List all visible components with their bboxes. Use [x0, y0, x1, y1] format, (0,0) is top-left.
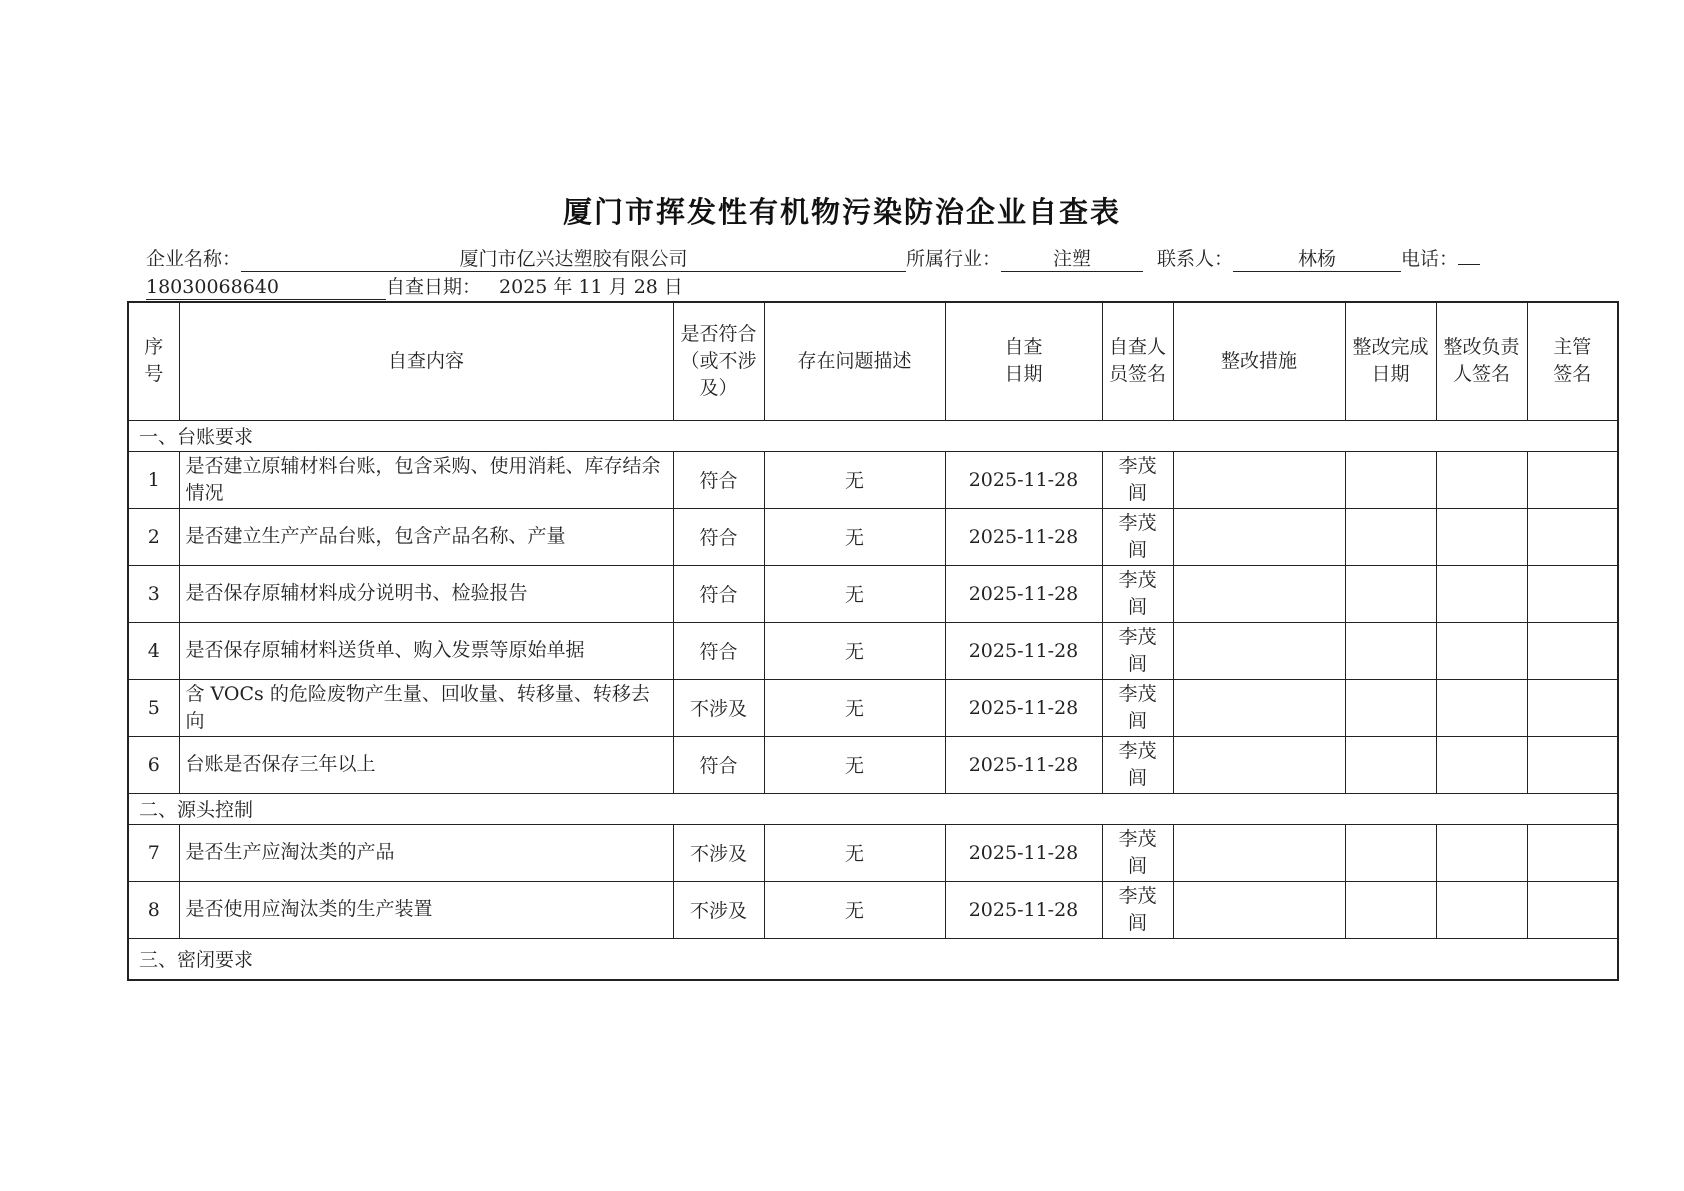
- cell-supervisor: [1527, 736, 1618, 793]
- header-finish-date: 整改完成日期: [1345, 302, 1436, 420]
- cell-supervisor: [1527, 451, 1618, 508]
- cell-measures: [1173, 881, 1345, 938]
- cell-date: 2025-11-28: [945, 565, 1102, 622]
- cell-measures: [1173, 451, 1345, 508]
- cell-supervisor: [1527, 508, 1618, 565]
- header-responsible: 整改负责人签名: [1436, 302, 1527, 420]
- cell-date: 2025-11-28: [945, 881, 1102, 938]
- cell-content: 是否保存原辅材料送货单、购入发票等原始单据: [179, 622, 673, 679]
- header-supervisor: 主管签名: [1527, 302, 1618, 420]
- cell-date: 2025-11-28: [945, 508, 1102, 565]
- phone-underline-tail: [1458, 264, 1480, 265]
- cell-content: 是否保存原辅材料成分说明书、检验报告: [179, 565, 673, 622]
- cell-problem: 无: [764, 565, 945, 622]
- cell-responsible: [1436, 881, 1527, 938]
- cell-finish-date: [1345, 565, 1436, 622]
- cell-problem: 无: [764, 824, 945, 881]
- cell-inspector: 李茂闾: [1102, 508, 1173, 565]
- cell-measures: [1173, 736, 1345, 793]
- cell-date: 2025-11-28: [945, 679, 1102, 736]
- cell-compliance: 符合: [673, 565, 764, 622]
- cell-responsible: [1436, 622, 1527, 679]
- header-content: 自查内容: [179, 302, 673, 420]
- cell-supervisor: [1527, 824, 1618, 881]
- cell-responsible: [1436, 508, 1527, 565]
- cell-seq: 8: [128, 881, 179, 938]
- date-info-line: [146, 275, 683, 300]
- cell-responsible: [1436, 736, 1527, 793]
- section-row: [128, 938, 1618, 980]
- cell-compliance: 符合: [673, 451, 764, 508]
- page-title: 厦门市挥发性有机物污染防治企业自查表: [562, 195, 1121, 229]
- section-row: [128, 420, 1618, 451]
- table-row: [128, 736, 1618, 793]
- header-problem: 存在问题描述: [764, 302, 945, 420]
- cell-seq: 3: [128, 565, 179, 622]
- cell-finish-date: [1345, 622, 1436, 679]
- industry-label: 所属行业：: [906, 248, 1002, 270]
- industry-value: 注塑: [1001, 247, 1143, 272]
- cell-supervisor: [1527, 881, 1618, 938]
- cell-inspector: 李茂闾: [1102, 824, 1173, 881]
- cell-measures: [1173, 824, 1345, 881]
- cell-problem: 无: [764, 881, 945, 938]
- table-row: [128, 622, 1618, 679]
- cell-finish-date: [1345, 508, 1436, 565]
- cell-date: 2025-11-28: [945, 622, 1102, 679]
- cell-date: 2025-11-28: [945, 736, 1102, 793]
- cell-compliance: 不涉及: [673, 881, 764, 938]
- section-title: 二、源头控制: [128, 793, 1618, 824]
- cell-responsible: [1436, 451, 1527, 508]
- cell-problem: 无: [764, 622, 945, 679]
- cell-finish-date: [1345, 679, 1436, 736]
- cell-finish-date: [1345, 736, 1436, 793]
- cell-problem: 无: [764, 451, 945, 508]
- cell-seq: 5: [128, 679, 179, 736]
- header-compliance: 是否符合（或不涉及）: [673, 302, 764, 420]
- cell-supervisor: [1527, 565, 1618, 622]
- cell-responsible: [1436, 565, 1527, 622]
- cell-compliance: 符合: [673, 508, 764, 565]
- self-check-table: [127, 301, 1619, 981]
- cell-measures: [1173, 508, 1345, 565]
- table-row: [128, 508, 1618, 565]
- cell-compliance: 不涉及: [673, 824, 764, 881]
- cell-seq: 2: [128, 508, 179, 565]
- phone-value: 18030068640: [146, 275, 386, 300]
- cell-responsible: [1436, 824, 1527, 881]
- cell-measures: [1173, 622, 1345, 679]
- cell-seq: 6: [128, 736, 179, 793]
- cell-finish-date: [1345, 881, 1436, 938]
- cell-seq: 1: [128, 451, 179, 508]
- cell-measures: [1173, 565, 1345, 622]
- cell-compliance: 不涉及: [673, 679, 764, 736]
- check-date-value: 2025 年 11 月 28 日: [499, 276, 683, 298]
- cell-inspector: 李茂闾: [1102, 565, 1173, 622]
- table-row: [128, 451, 1618, 508]
- table-row: [128, 565, 1618, 622]
- header-measures: 整改措施: [1173, 302, 1345, 420]
- contact-value: 林杨: [1233, 247, 1401, 272]
- cell-finish-date: [1345, 451, 1436, 508]
- table-row: [128, 881, 1618, 938]
- section-title: 三、密闭要求: [128, 938, 1618, 980]
- cell-content: 台账是否保存三年以上: [179, 736, 673, 793]
- cell-content: 是否生产应淘汰类的产品: [179, 824, 673, 881]
- cell-seq: 7: [128, 824, 179, 881]
- cell-date: 2025-11-28: [945, 451, 1102, 508]
- cell-finish-date: [1345, 824, 1436, 881]
- cell-inspector: 李茂闾: [1102, 451, 1173, 508]
- contact-label: 联系人：: [1157, 248, 1234, 270]
- cell-content: 含 VOCs 的危险废物产生量、回收量、转移量、转移去向: [179, 679, 673, 736]
- cell-problem: 无: [764, 736, 945, 793]
- header-seq: 序号: [128, 302, 179, 420]
- cell-content: 是否建立原辅材料台账，包含采购、使用消耗、库存结余情况: [179, 451, 673, 508]
- header-row: [128, 302, 1618, 420]
- section-row: [128, 793, 1618, 824]
- table-row: [128, 679, 1618, 736]
- table-row: [128, 824, 1618, 881]
- cell-compliance: 符合: [673, 736, 764, 793]
- cell-problem: 无: [764, 679, 945, 736]
- cell-compliance: 符合: [673, 622, 764, 679]
- cell-problem: 无: [764, 508, 945, 565]
- cell-measures: [1173, 679, 1345, 736]
- cell-inspector: 李茂闾: [1102, 881, 1173, 938]
- check-date-label: 自查日期：: [386, 276, 482, 298]
- cell-content: 是否使用应淘汰类的生产装置: [179, 881, 673, 938]
- cell-inspector: 李茂闾: [1102, 736, 1173, 793]
- cell-inspector: 李茂闾: [1102, 679, 1173, 736]
- phone-label: 电话：: [1401, 248, 1459, 270]
- cell-seq: 4: [128, 622, 179, 679]
- cell-content: 是否建立生产产品台账，包含产品名称、产量: [179, 508, 673, 565]
- header-check-date: 自查日期: [945, 302, 1102, 420]
- cell-supervisor: [1527, 679, 1618, 736]
- section-title: 一、台账要求: [128, 420, 1618, 451]
- company-info-line: [146, 247, 1480, 272]
- cell-inspector: 李茂闾: [1102, 622, 1173, 679]
- cell-supervisor: [1527, 622, 1618, 679]
- company-name-label: 企业名称：: [146, 248, 242, 270]
- company-name-value: 厦门市亿兴达塑胶有限公司: [241, 247, 906, 272]
- header-inspector: 自查人员签名: [1102, 302, 1173, 420]
- cell-date: 2025-11-28: [945, 824, 1102, 881]
- cell-responsible: [1436, 679, 1527, 736]
